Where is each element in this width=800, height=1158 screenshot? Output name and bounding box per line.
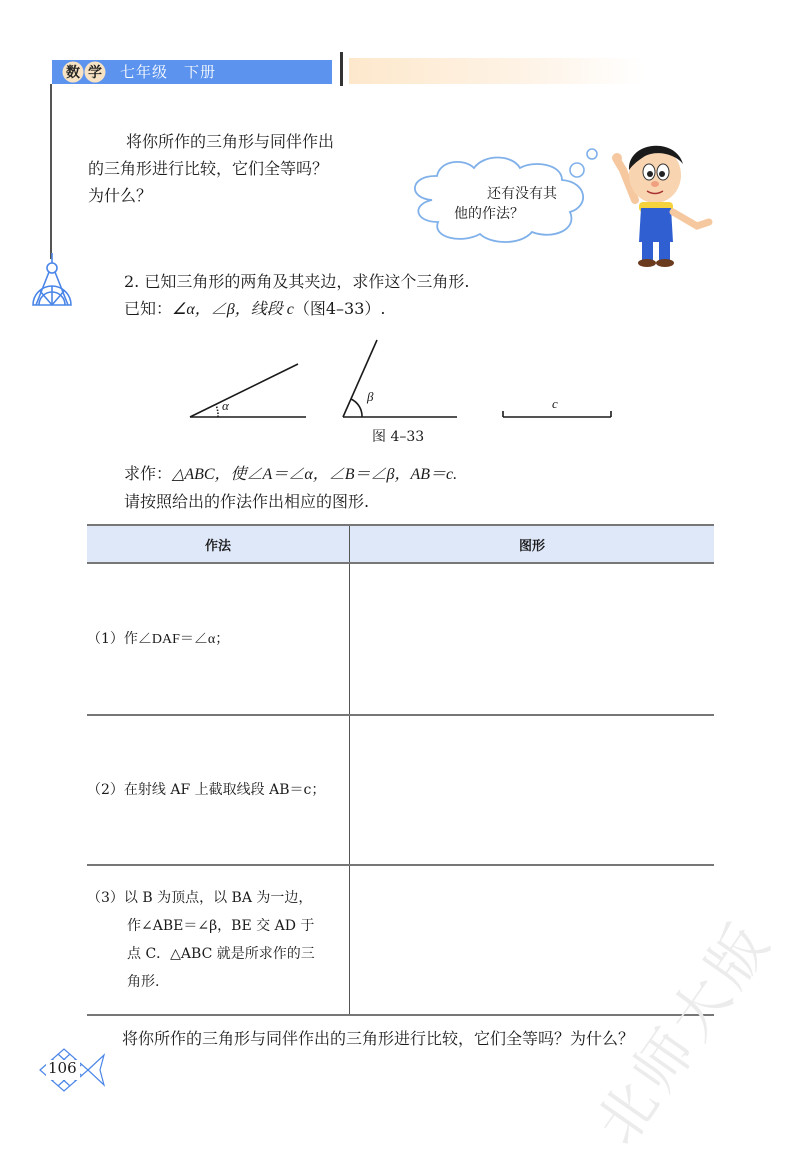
step-3-line-3: 点 C．△ABC 就是所求作的三 [127, 946, 315, 962]
step-2-text: 在射线 AF 上截取线段 AB＝c； [123, 782, 326, 798]
task-math: △ABC，使∠A＝∠α，∠B＝∠β，AB＝c. [172, 466, 458, 483]
step-2-number: （2） [87, 782, 124, 798]
figure-caption: 图 4–33 [372, 429, 425, 445]
construction-table [87, 524, 714, 1016]
step-1-cell [87, 563, 350, 715]
step-1-text: 作∠DAF＝∠α； [123, 631, 230, 647]
task-block [124, 460, 457, 515]
step-2-figure-area[interactable] [350, 715, 715, 865]
bubble-line-2: 他的作法？ [454, 206, 524, 222]
svg-text:学: 学 [88, 65, 102, 81]
closing-text: 将你所作的三角形与同伴作出的三角形进行比较，它们全等吗？为什么？ [122, 1029, 635, 1048]
book-title: 七年级 下册 [120, 63, 217, 81]
task-instruction: 请按照给出的作法作出相应的图形. [124, 492, 370, 511]
svg-text:数: 数 [66, 65, 80, 81]
given-math: ∠α，∠β，线段 c [172, 301, 294, 318]
step-1-number: （1） [87, 630, 124, 647]
header-decoration [349, 58, 644, 84]
closing-question [122, 1025, 634, 1052]
step-3-line-2: 作∠ABE＝∠β，BE 交 AD 于 [127, 918, 315, 934]
column-header-figure: 图形 [350, 525, 715, 563]
column-header-method: 作法 [87, 525, 350, 563]
problem-statement: 已知三角形的两角及其夹边，求作这个三角形. [144, 272, 470, 291]
table-row [87, 715, 714, 865]
given-label: 已知： [124, 299, 173, 318]
problem-number: 2. [124, 272, 140, 291]
margin-rule [50, 84, 52, 259]
table-row [87, 563, 714, 715]
step-3-number: （3） [87, 890, 124, 906]
step-2-cell [87, 715, 350, 865]
bubble-line-1: 还有没有其 [487, 186, 557, 202]
beta-label: β [367, 389, 374, 404]
figure-4-33 [180, 335, 630, 425]
intro-line-1: 将你所作的三角形与同伴作出 [126, 132, 335, 151]
step-3-line-1: 以 B 为顶点，以 BA 为一边， [123, 890, 313, 906]
alpha-label: α [222, 398, 229, 413]
publisher-watermark: 北师大版 [582, 907, 786, 1157]
header-divider [340, 52, 343, 86]
intro-line-2: 的三角形进行比较，它们全等吗？ [88, 159, 329, 178]
intro-paragraph [88, 128, 334, 209]
step-3-cell [87, 865, 350, 1015]
cartoon-boy-illustration [605, 130, 720, 270]
page-number: 106 [48, 1059, 77, 1077]
intro-line-3: 为什么？ [88, 186, 153, 205]
compass-protractor-icon [28, 253, 76, 311]
step-3-line-4: 角形. [127, 974, 160, 990]
table-row [87, 865, 714, 1015]
step-1-figure-area[interactable] [350, 563, 715, 715]
segment-c-label: c [552, 396, 558, 411]
task-label: 求作： [124, 464, 173, 483]
given-figure-ref: （图4–33）. [293, 299, 386, 318]
problem-2 [124, 268, 469, 323]
subject-logo-icon [62, 61, 108, 83]
